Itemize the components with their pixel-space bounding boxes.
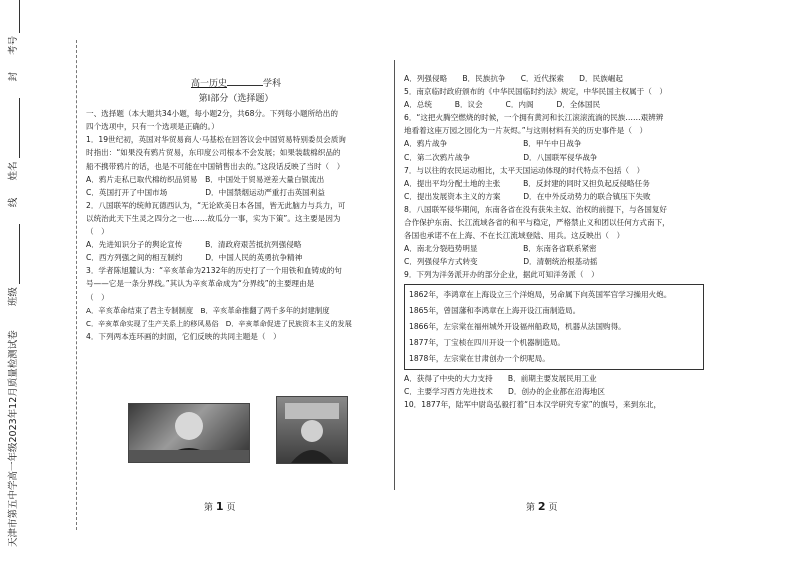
subject-suffix: 学科	[263, 79, 282, 89]
right-line-q10: 10．1877年，陆军中尉岛弘毅打着“日本汉学研究专家”的旗号，来到东北，	[404, 399, 662, 409]
right-column	[404, 72, 704, 411]
exam-title	[86, 76, 386, 91]
left-line-7: 2．八国联军的统帅瓦德西认为，“无论欧美日本各国，皆无此脑力与兵力，可	[86, 200, 346, 210]
q1-option-ab: A．鸦片走私已取代棉纺织品贸易 B．中国处于贸易逆差大量白银流出	[86, 174, 325, 184]
right-line-7: 7．与以往的农民运动相比，太平天国运动体现的时代特点不包括（ ）	[404, 165, 645, 175]
box-line-2: 1866年，左宗棠在福州城外开设福州船政局，机器从法国购得。	[409, 321, 626, 331]
portrait-drawing-1	[129, 404, 249, 462]
right-line-10: 8．八国联军侵华期间，东南各省在没有获朱主奴、治权的前提下，与各国复好	[404, 204, 668, 214]
comic-cover-image-1	[128, 403, 250, 463]
portrait-drawing-2	[277, 397, 347, 463]
q5-options: A．总统 B．议会 C．内阁 D．全体国民	[404, 100, 601, 110]
comic-cover-image-2	[276, 396, 348, 464]
q6-option-cd: C．第二次鸦片战争 D．八国联军侵华战争	[404, 152, 598, 162]
left-column	[86, 76, 386, 343]
page-number-2: 第 2 页	[526, 500, 558, 513]
column-divider	[394, 60, 395, 490]
seal-dashed-line	[76, 40, 77, 530]
left-line-2: 1．19世纪初，英国对华贸易商人·马基松在回答议会中国贸易特别委员会质询	[86, 135, 346, 145]
left-line-0: 一、选择题（本大题共34小题，每小题2分，共68分。下列每小题所给出的	[86, 109, 338, 119]
q9-option-ab: A．获得了中央的大力支持 B．前期主要发展民用工业	[404, 373, 597, 383]
name-label: 姓名	[8, 161, 19, 181]
left-line-17: 4．下列两本连环画的封面，它们反映的共同主题是（ ）	[86, 331, 281, 341]
left-line-14: （ ）	[86, 292, 109, 302]
page-number-1: 第 1 页	[204, 500, 236, 513]
left-line-1: 四个选项中，只有一个选项是正确的。）	[86, 122, 219, 132]
box-line-4: 1878年，左宗棠在甘肃创办一个织呢局。	[409, 353, 550, 363]
q7-option-cd: C．提出发展资本主义的方案 D．在中外反动势力的联合镇压下失败	[404, 191, 651, 201]
q8-option-ab: A．南北分裂趋势明显 B．东南各省联系紧密	[404, 244, 597, 254]
box-line-1: 1865年，曾国藩和李鸿章在上海开设江南制造局。	[409, 305, 581, 315]
binding-margin	[3, 27, 25, 547]
right-line-11: 合作保护东南、长江流域各省的和平与稳定，严格禁止义和团以任何方式南下，	[404, 218, 670, 228]
right-line-12: 各国也承诺不在上海、不在长江流域登陆、用兵。这反映出（ ）	[404, 231, 625, 241]
left-line-3: 时指出：“如果没有鸦片贸易，东印度公司根本不会发展；如果装载棉织品的	[86, 148, 341, 158]
left-line-8: 以统治此天下生灵之四分之一也……故瓜分一事，实为下策”。这主要是因为	[86, 213, 341, 223]
left-line-4: 船不携带鸦片的话，也是不可能在中国销售出去的。”这段话反映了当时（ ）	[86, 161, 345, 171]
right-line-1: 5．南京临时政府颁布的《中华民国临时约法》规定，中华民国主权属于（ ）	[404, 87, 668, 97]
q2-option-cd: C．西方列强之间的相互制约 D．中国人民的英勇抗争精神	[86, 253, 303, 263]
q9-option-cd: C．主要学习西方先进技术 D．创办的企业都在沿海地区	[404, 386, 605, 396]
q3-option-cd: C．辛亥革命实现了生产关系上的移风易俗 D．辛亥革命促进了民族资本主义的发展	[86, 318, 352, 328]
school-exam-title: 天津市第五中学高一年级2023年12月质量检测试卷	[8, 330, 19, 547]
left-line-13: 号——它是一条分界线。”其认为辛亥革命成为“分界线”的主要理由是	[86, 279, 315, 289]
left-line-9: （ ）	[86, 227, 109, 237]
box-line-0: 1862年，李鸿章在上海设立三个洋炮局，另命属下向英国军官学习操用火炮。	[409, 289, 672, 299]
right-line-4: 地看着这座万园之园化为一片灰烬。”与这则材料有关的历史事件是（ ）	[404, 126, 648, 136]
q3-option-ab: A．辛亥革命结束了君主专制制度 B．辛亥革命推翻了两千多年的封建制度	[86, 305, 330, 315]
right-line-3: 6．“这把火腾空燃烧的时候，一个拥有黄河和长江滚滚流淌的民族……艰辨辨	[404, 113, 664, 123]
q4-options: A．列强侵略 B．民族抗争 C．近代探索 D．民族崛起	[404, 74, 623, 83]
q1-option-cd: C．英国打开了中国市场 D．中国禁烟运动严重打击英国利益	[86, 187, 325, 197]
right-line-15: 9．下列为洋务派开办的部分企业，据此可知洋务派（ ）	[404, 270, 599, 280]
left-line-12: 3．学者陈旭麓认为：“辛亥革命为2132年的历史打了一个用铁和血铸成的句	[86, 266, 342, 276]
subject-name: 高一历史	[190, 79, 227, 89]
id-label: 考号	[8, 35, 19, 55]
seal-char-1: 线	[8, 197, 19, 208]
q2-option-ab: A．先进知识分子的舆论宣传 B．清政府艰苦抵抗列强侵略	[86, 240, 302, 250]
box-line-3: 1877年，丁宝桢在四川开设一个机器制造局。	[409, 337, 566, 347]
q7-option-ab: A．提出平均分配土地的主张 B．反封建的同时又担负起反侵略任务	[404, 178, 650, 188]
q6-option-ab: A．鸦片战争 B．甲午中日战争	[404, 139, 582, 149]
part-title: 第Ⅰ部分（选择题）	[198, 94, 274, 105]
material-box	[404, 284, 704, 370]
seal-char-2: 封	[8, 71, 19, 82]
q8-option-cd: C．列强侵华方式转变 D．清朝统治根基动摇	[404, 257, 598, 267]
class-label: 班级	[8, 287, 19, 307]
